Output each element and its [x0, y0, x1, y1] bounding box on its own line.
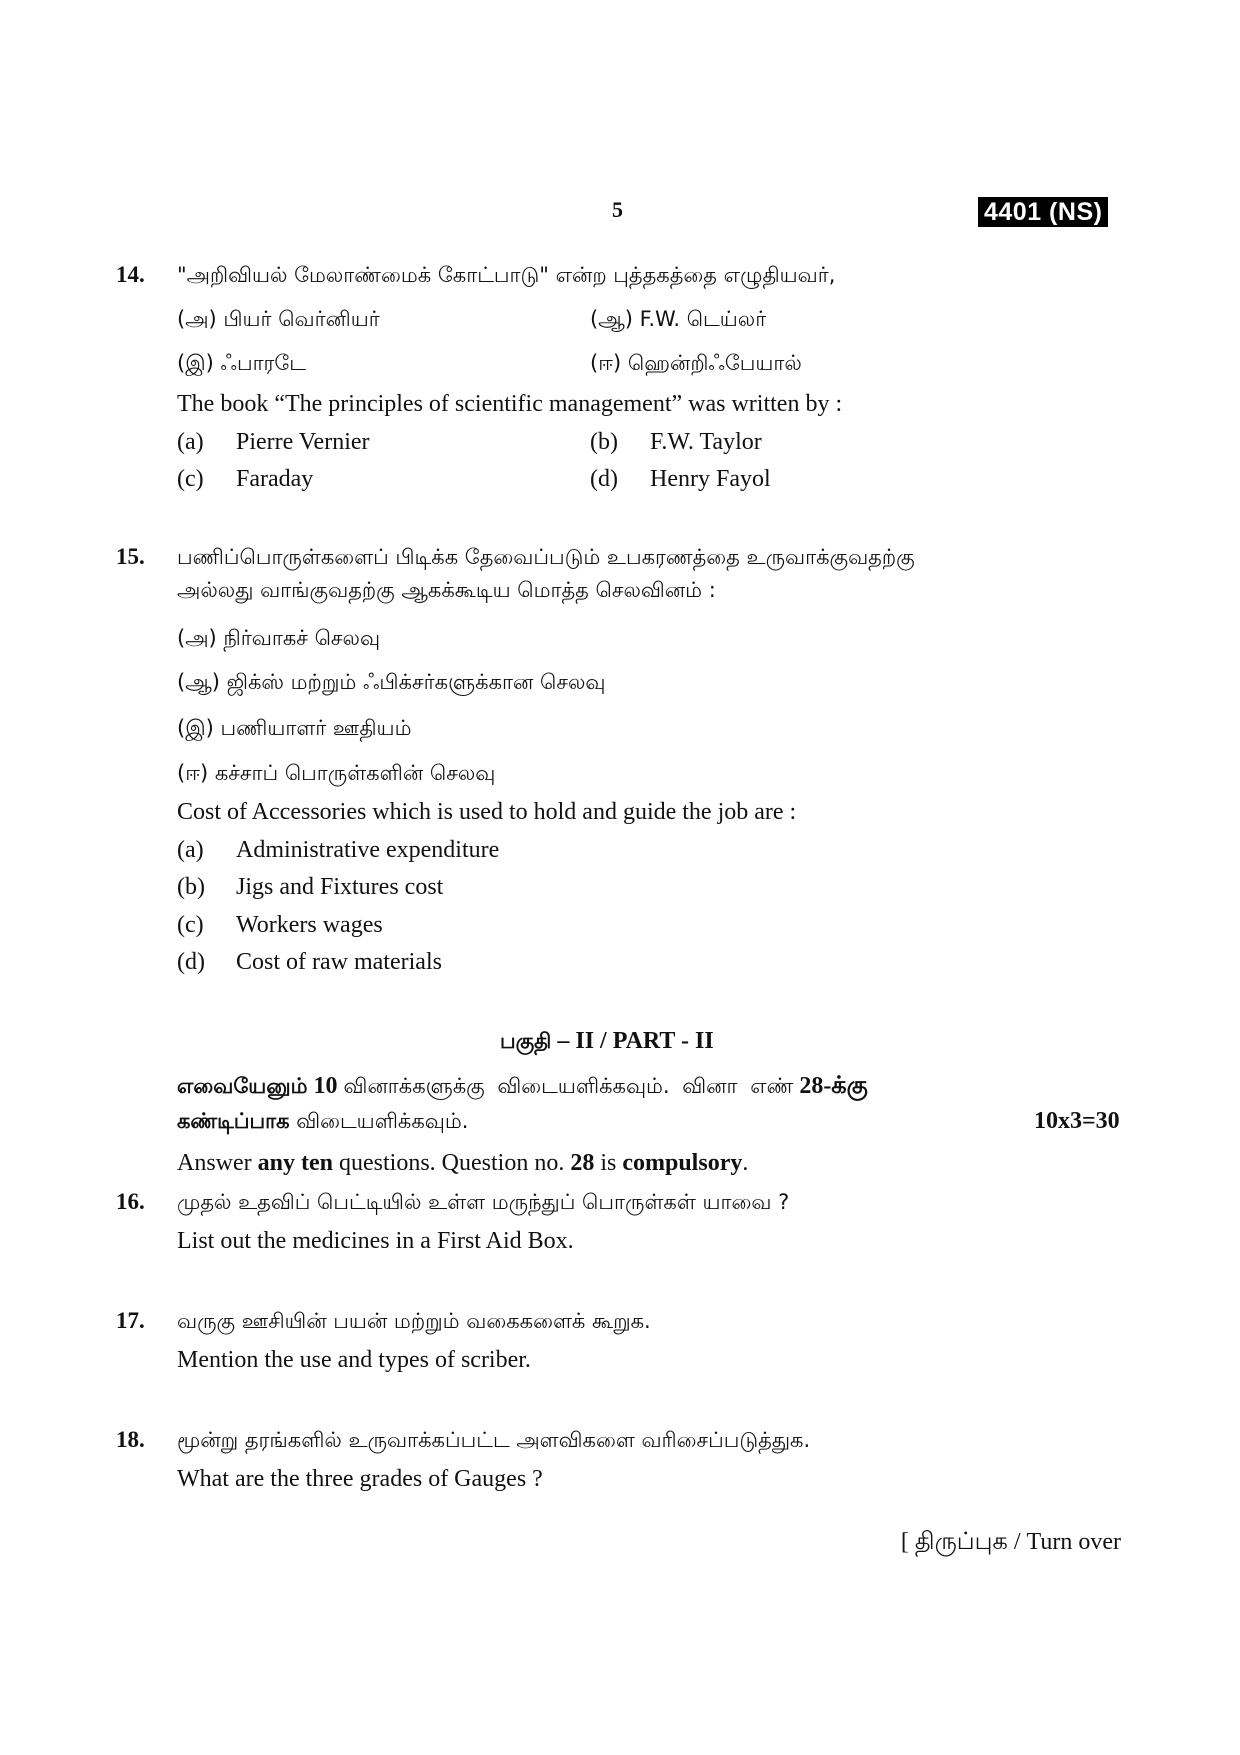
instr-en-is: is: [594, 1150, 623, 1176]
q15-tamil-option-d: (ஈ) கச்சாப் பொருள்களின் செலவு: [177, 761, 496, 785]
question-number-16: 16.: [116, 1189, 145, 1214]
q14-option-c-text: Faraday: [236, 466, 314, 492]
q15-tamil-option-a: (அ) நிர்வாகச் செலவு: [177, 626, 381, 650]
q14-option-b-label: (b): [590, 429, 618, 455]
q14-tamil-option-b: (ஆ) F.W. டெய்லர்: [590, 307, 767, 331]
q18-tamil-question: மூன்று தரங்களில் உருவாக்கப்பட்ட அளவிகளை வரிசைப்படுத்துக.: [177, 1428, 811, 1452]
q15-english-question: Cost of Accessories which is used to hold and guide the job are :: [177, 799, 797, 825]
q16-tamil-question: முதல் உதவிப் பெட்டியில் உள்ள மருந்துப் பொருள்கள் யாவை ?: [177, 1190, 790, 1214]
marks-allocation: 10x3=30: [1034, 1108, 1120, 1134]
q17-english-question: Mention the use and types of scriber.: [177, 1347, 531, 1373]
turn-over-note: [ திருப்புக / Turn over: [900, 1529, 1121, 1555]
instr-en-compulsory: compulsory: [622, 1150, 743, 1176]
part-two-heading-tamil: பகுதி: [500, 1029, 552, 1053]
q14-tamil-option-c: (இ) ஃபாரடே: [177, 351, 307, 375]
q15-option-b-label: (b): [177, 874, 205, 900]
instr-answer-tamil-2: விடையளிக்கவும்.: [289, 1109, 469, 1133]
q15-tamil-option-b: (ஆ) ஜிக்ஸ் மற்றும் ஃபிக்சர்களுக்கான செலவு: [177, 670, 606, 694]
instr-en-questions: questions. Question no.: [333, 1150, 571, 1176]
q18-english-question: What are the three grades of Gauges ?: [177, 1466, 543, 1492]
q14-option-d-text: Henry Fayol: [650, 466, 771, 492]
part-two-heading: [500, 1026, 714, 1056]
instr-compulsory-tamil: கண்டிப்பாக: [177, 1109, 290, 1133]
instr-en-28: 28: [570, 1150, 595, 1176]
q14-tamil-option-a: (அ) பியர் வெர்னியர்: [177, 307, 380, 331]
q14-option-b-text: F.W. Taylor: [650, 429, 762, 455]
q15-tamil-question-line2: அல்லது வாங்குவதற்கு ஆகக்கூடிய மொத்த செலவினம் :: [177, 578, 716, 602]
instr-any-tamil: எவையேனும்: [177, 1074, 308, 1098]
q14-option-a-label: (a): [177, 429, 204, 455]
q14-option-c-label: (c): [177, 466, 204, 492]
q17-tamil-question: வருகு ஊசியின் பயன் மற்றும் வகைகளைக் கூறுக.: [177, 1309, 651, 1333]
q15-tamil-option-c: (இ) பணியாளர் ஊதியம்: [177, 716, 412, 740]
q14-option-d-label: (d): [590, 466, 618, 492]
part-two-instruction-english: [177, 1148, 748, 1178]
q14-option-a-text: Pierre Vernier: [236, 429, 370, 455]
q15-option-c-label: (c): [177, 912, 204, 938]
question-number-14: 14.: [116, 262, 145, 287]
q16-english-question: List out the medicines in a First Aid Box.: [177, 1228, 574, 1254]
instr-qno-28: 28-க்கு: [793, 1073, 868, 1099]
part-two-instruction-tamil-line1: [177, 1071, 868, 1101]
q14-tamil-option-d: (ஈ) ஹென்றிஃபேயால்: [590, 351, 802, 375]
q15-option-d-label: (d): [177, 949, 205, 975]
instr-en-answer: Answer: [177, 1150, 258, 1176]
instr-en-period: .: [742, 1150, 749, 1176]
part-two-instruction-tamil-line2: [177, 1106, 468, 1136]
page-number: 5: [612, 197, 623, 222]
q15-option-b-text: Jigs and Fixtures cost: [236, 874, 444, 900]
instr-ten: 10: [307, 1073, 344, 1099]
question-number-15: 15.: [116, 544, 145, 569]
q15-option-a-text: Administrative expenditure: [236, 837, 500, 863]
q15-option-c-text: Workers wages: [236, 912, 383, 938]
q15-tamil-question-line1: பணிப்பொருள்களைப் பிடிக்க தேவைப்படும் உபகரணத்தை உருவாக்குவதற்கு: [177, 545, 915, 569]
instr-en-any-ten: any ten: [257, 1150, 333, 1176]
question-number-17: 17.: [116, 1308, 145, 1333]
q14-english-question: The book “The principles of scientific management” was written by :: [177, 391, 843, 417]
part-two-heading-english: – II / PART - II: [551, 1028, 714, 1054]
q14-tamil-question: "அறிவியல் மேலாண்மைக் கோட்பாடு" என்ற புத்தகத்தை எழுதியவர்,: [177, 263, 836, 287]
q15-option-a-label: (a): [177, 837, 204, 863]
question-number-18: 18.: [116, 1427, 145, 1452]
q15-option-d-text: Cost of raw materials: [236, 949, 442, 975]
paper-code-badge: 4401 (NS): [978, 197, 1108, 227]
instr-answer-tamil: வினாக்களுக்கு விடையளிக்கவும். வினா எண்: [343, 1074, 794, 1098]
